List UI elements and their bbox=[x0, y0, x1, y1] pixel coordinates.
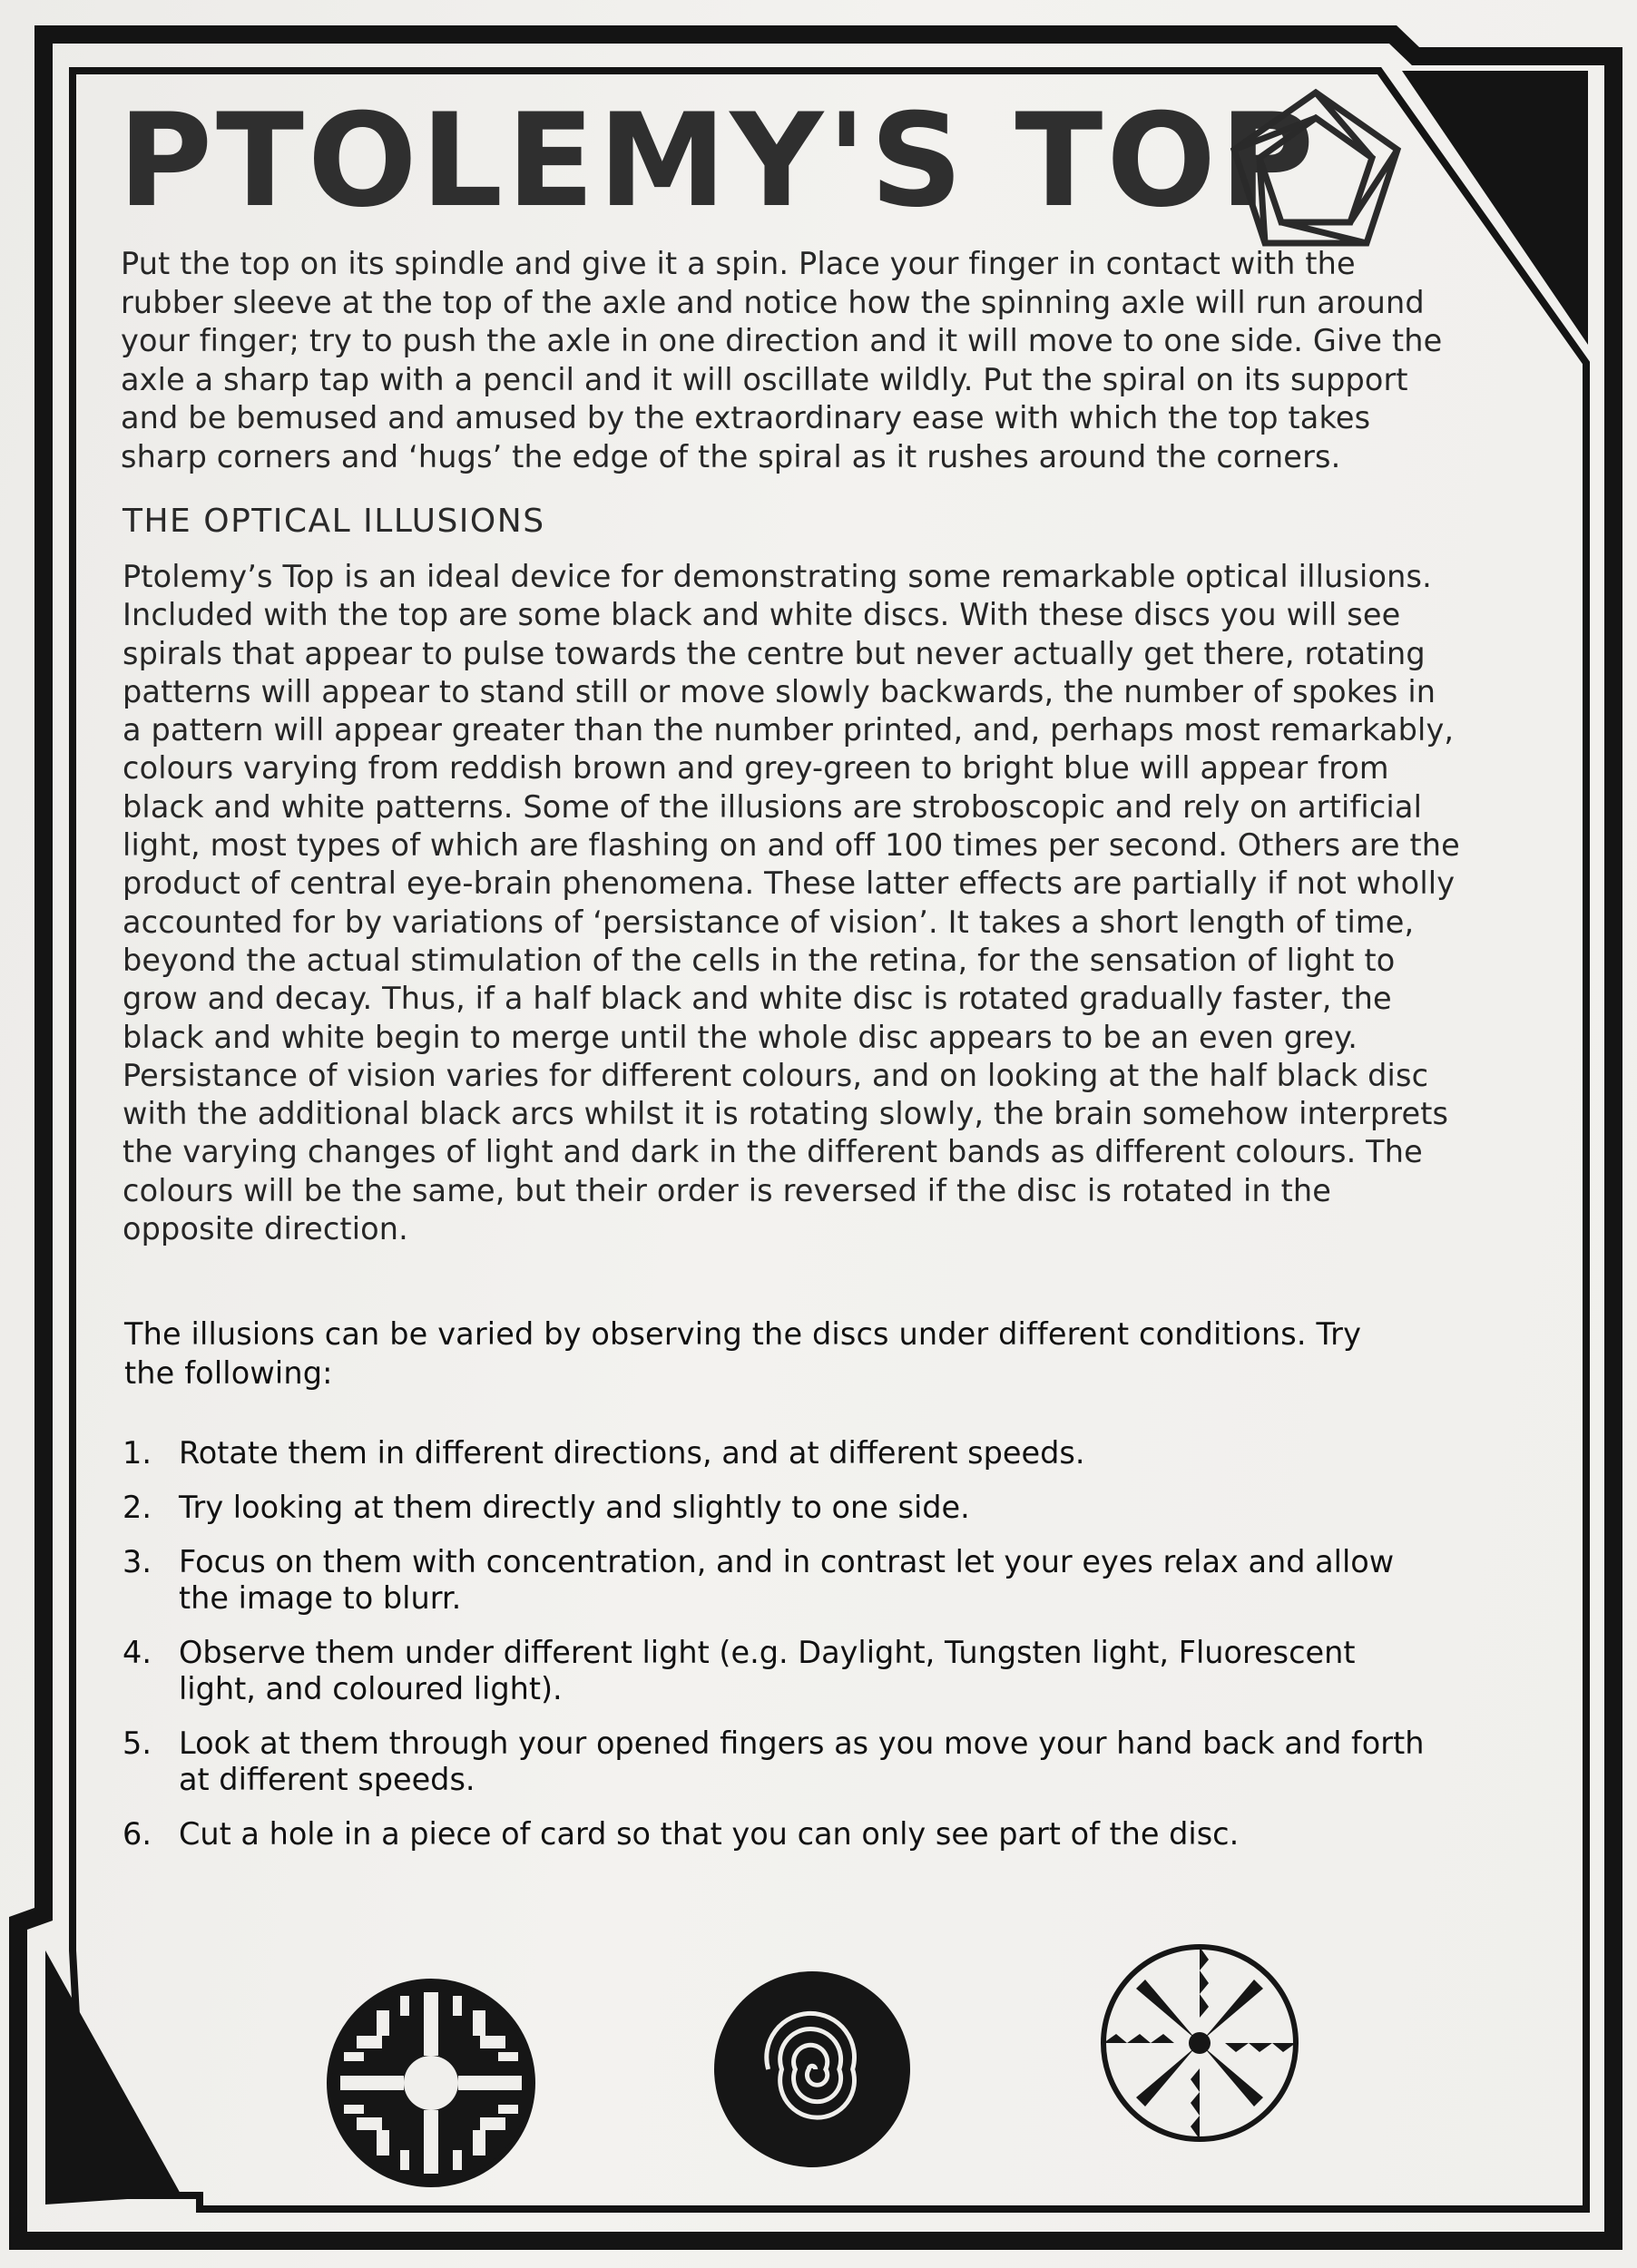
pentagon-knot-icon bbox=[1216, 82, 1416, 254]
list-text: Observe them under different light (e.g. Daylight, Tungsten light, Fluorescent light, and coloured light). bbox=[179, 1635, 1356, 1706]
list-text: Focus on them with concentration, and in contrast let your eyes relax and allow the image to blurr. bbox=[179, 1544, 1395, 1616]
list-item bbox=[123, 1490, 1429, 1526]
list-number: 5. bbox=[123, 1725, 152, 1761]
section-heading: THE OPTICAL ILLUSIONS bbox=[123, 503, 545, 540]
list-text: Cut a hole in a piece of card so that you can only see part of the disc. bbox=[179, 1816, 1240, 1852]
sawtooth-disc-icon bbox=[1098, 1941, 1301, 2145]
list-text: Look at them through your opened fingers as you move your hand back and forth at different speeds. bbox=[179, 1725, 1425, 1797]
optical-illusions-paragraph: Ptolemy’s Top is an ideal device for demonstrating some remarkable optical illusions. Included with the top are some black and white discs. With these discs you will see spirals that appear to pulse towards the centre but never actually get there, rotating patterns will appear to stand still or move slowly backwards, the number of spokes in a pattern will appear greater than the number printed, and, perhaps most remarkably, colours varying from reddish brown and grey-green to bright blue will appear from black and white patterns. Some of the illusions are stroboscopic and rely on artificial light, most types of which are flashing on and off 100 times per second. Others are the product of central eye-brain phenomena. These latter effects are partially if not wholly accounted for by variations of ‘persistance of vision’. It takes a short length of time, beyond the actual stimulation of the cells in the retina, for the sensation of light to grow and decay. Thus, if a half black and white disc is rotated gradually faster, the black and white begin to merge until the whole disc appears to be an even grey. Persistance of vision varies for different colours, and on looking at the half black disc with the additional black arcs whilst it is rotating slowly, the brain somehow interprets the varying changes of light and dark in the different bands as different colours. The colours will be the same, but their order is reversed if the disc is rotated in the opposite direction. bbox=[123, 559, 1460, 1247]
list-item bbox=[123, 1544, 1429, 1617]
list-number: 1. bbox=[123, 1435, 152, 1471]
maze-disc-icon bbox=[322, 1974, 540, 2192]
list-number: 4. bbox=[123, 1635, 152, 1670]
list-item bbox=[123, 1725, 1429, 1798]
list-number: 2. bbox=[123, 1490, 152, 1525]
list-item bbox=[123, 1635, 1429, 1707]
vary-conditions-paragraph: The illusions can be varied by observing the discs under different conditions. Try the following: bbox=[124, 1316, 1362, 1391]
list-item bbox=[123, 1435, 1429, 1471]
corner-wedge-bottom-left bbox=[45, 1950, 181, 2204]
list-number: 6. bbox=[123, 1816, 152, 1852]
page-title: PTOLEMY'S TOP bbox=[118, 86, 1318, 236]
spiral-disc-icon bbox=[711, 1969, 913, 2170]
list-item bbox=[123, 1816, 1429, 1853]
list-number: 3. bbox=[123, 1544, 152, 1579]
intro-paragraph: Put the top on its spindle and give it a spin. Place your finger in contact with the rubber sleeve at the top of the axle and notice how the spinning axle will run around your finger; try to push the axle in one direction and it will move to one side. Give the axle a sharp tap with a pencil and it will oscillate wildly. Put the spiral on its support and be bemused and amused by the extraordinary ease with which the top takes sharp corners and ‘hugs’ the edge of the spiral as it rushes around the corners. bbox=[121, 246, 1443, 474]
instructions-list bbox=[123, 1435, 1429, 1871]
list-text: Try looking at them directly and slightly to one side. bbox=[179, 1490, 970, 1525]
list-text: Rotate them in different directions, and at different speeds. bbox=[179, 1435, 1085, 1471]
